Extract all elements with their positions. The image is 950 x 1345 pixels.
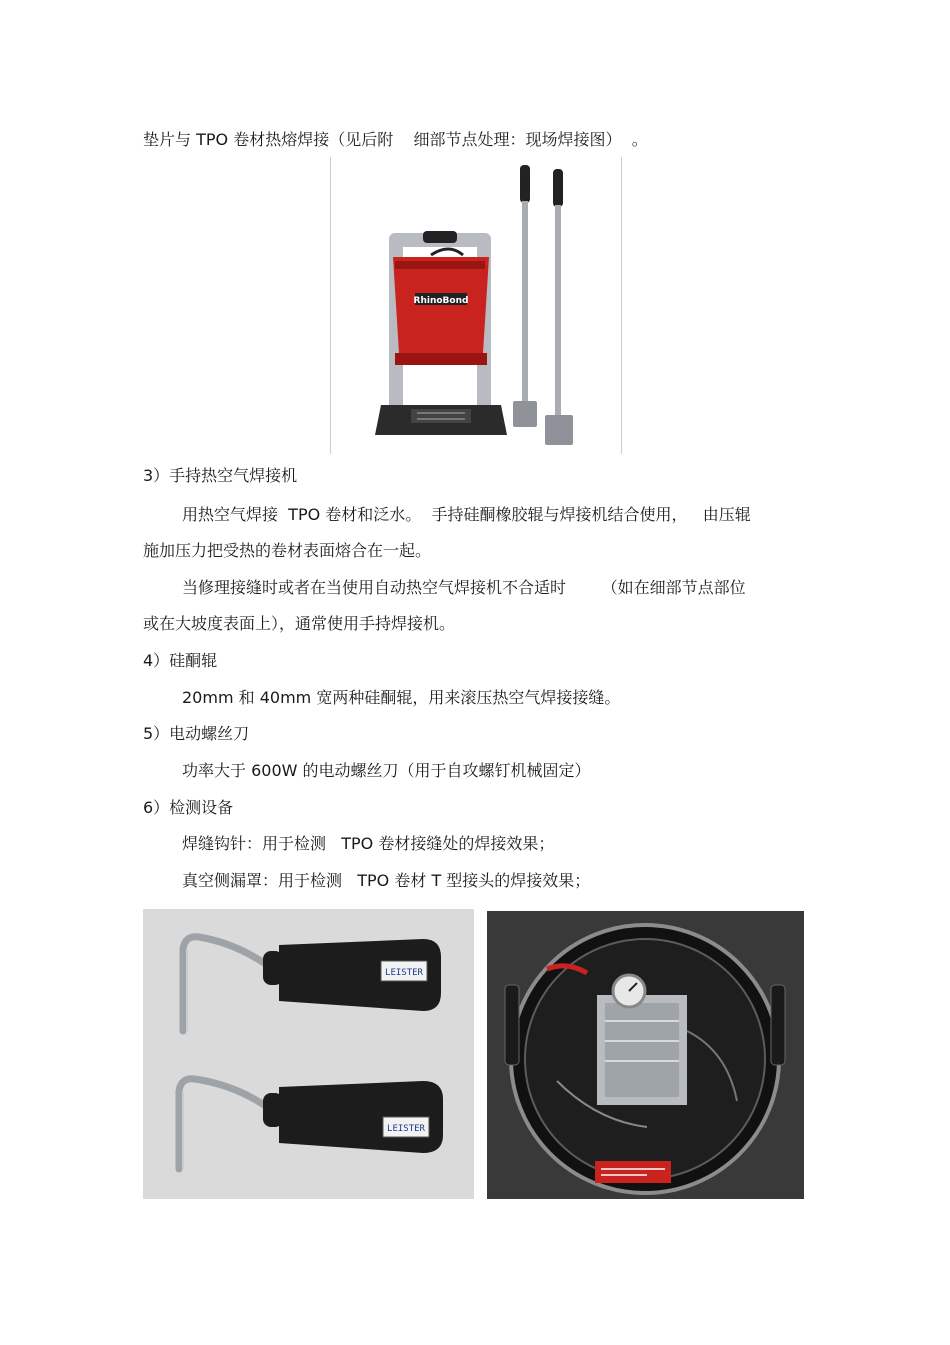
intro-line: 垫片与 TPO 卷材热熔焊接（见后附 细部节点处理：现场焊接图） 。 xyxy=(143,130,648,149)
section3-heading: 3）手持热空气焊接机 xyxy=(143,466,298,485)
hook2-brand-text: LEISTER xyxy=(387,1124,425,1134)
section3-para2-line2: 或在大坡度表面上），通常使用手持焊接机。 xyxy=(143,614,456,633)
section5-heading: 5）电动螺丝刀 xyxy=(143,724,250,743)
section3-para1-line2: 施加压力把受热的卷材表面熔合在一起。 xyxy=(143,541,432,560)
section3-para2-line1: 当修理接缝时或者在当使用自动热空气焊接机不合适时 （如在细部节点部位 xyxy=(182,578,746,597)
section4-body: 20mm 和 40mm 宽两种硅酮辊，用来滚压热空气焊接接缝。 xyxy=(182,688,621,707)
vacuum-box-photo xyxy=(487,911,804,1199)
seam-hook-photo xyxy=(143,909,474,1199)
hook1-brand-text: LEISTER xyxy=(385,968,423,978)
section6-item2: 真空侧漏罩：用于检测 TPO 卷材 T 型接头的焊接效果； xyxy=(182,871,591,890)
welder-brand-text: RhinoBond xyxy=(413,296,469,306)
welder-photo xyxy=(330,157,622,454)
section6-item1: 焊缝钩针：用于检测 TPO 卷材接缝处的焊接效果； xyxy=(182,834,555,853)
section3-para1-line1: 用热空气焊接 TPO 卷材和泛水。 手持硅酮橡胶辊与焊接机结合使用， 由压辊 xyxy=(182,505,751,524)
section6-heading: 6）检测设备 xyxy=(143,798,234,817)
section5-body: 功率大于 600W 的电动螺丝刀（用于自攻螺钉机械固定） xyxy=(182,761,591,780)
section4-heading: 4）硅酮辊 xyxy=(143,651,218,670)
